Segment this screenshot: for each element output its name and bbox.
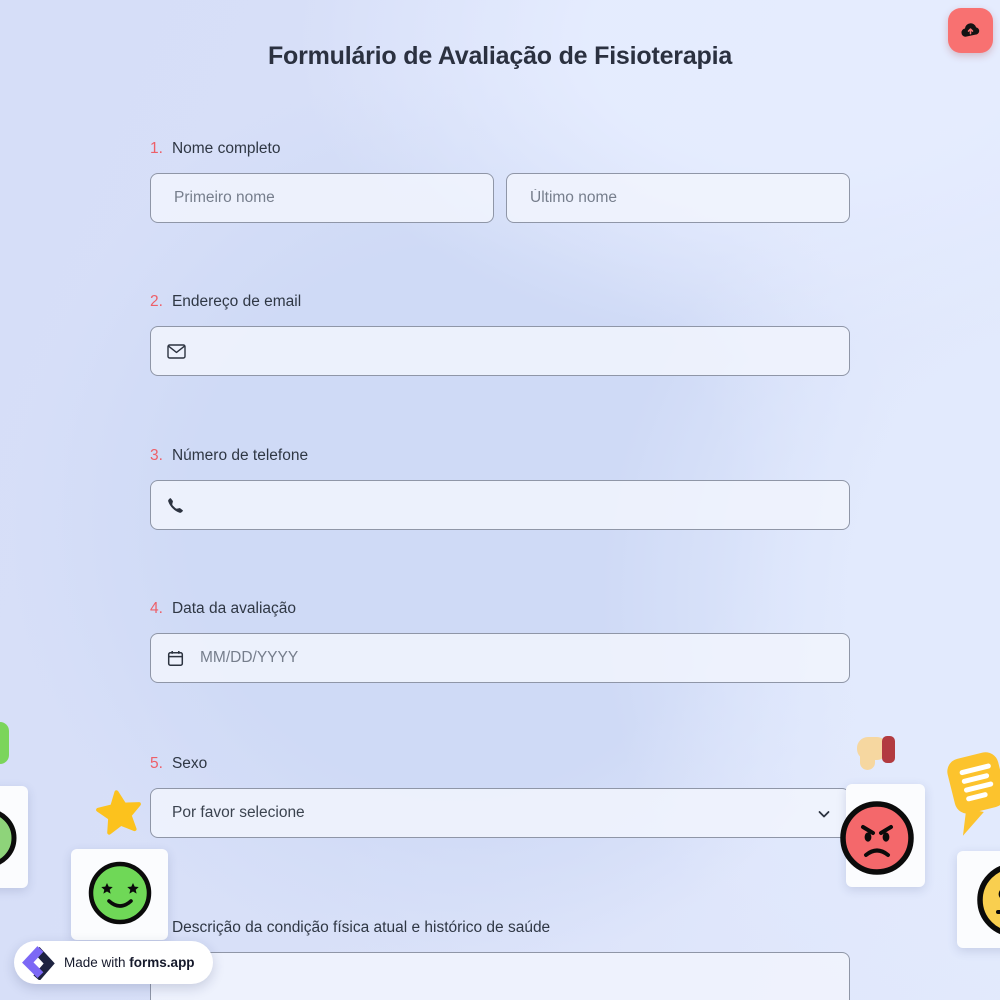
question-label — [150, 139, 850, 158]
question-descricao — [150, 918, 850, 1000]
date-field[interactable] — [150, 633, 850, 683]
neutral-face-icon — [970, 860, 1000, 947]
question-label-text: Nome completo — [171, 140, 281, 157]
green-face-cutoff-icon — [0, 786, 28, 888]
last-name-input[interactable] — [528, 174, 833, 222]
green-smiley-star-eyes-icon — [85, 860, 155, 930]
emoji-card-smiley — [71, 849, 168, 940]
description-textarea[interactable] — [150, 952, 850, 1000]
envelope-icon — [167, 344, 186, 359]
date-input[interactable] — [198, 634, 833, 682]
last-name-field[interactable] — [506, 173, 850, 223]
sexo-select[interactable] — [150, 788, 850, 838]
question-number: 4. — [150, 600, 163, 617]
question-label-text: Data da avaliação — [171, 600, 297, 617]
speech-bubble-icon — [935, 741, 1000, 853]
question-nome-completo — [150, 139, 850, 223]
phone-icon — [167, 497, 184, 514]
question-label-text: Número de telefone — [171, 447, 309, 464]
star-icon — [90, 786, 149, 850]
question-label — [150, 446, 850, 465]
question-telefone — [150, 446, 850, 530]
angry-face-icon — [837, 799, 917, 884]
brand-label: forms.app — [129, 955, 195, 970]
phone-input[interactable] — [198, 481, 833, 529]
question-sexo — [150, 754, 850, 838]
thumbs-down-icon — [855, 734, 899, 779]
calendar-icon — [167, 650, 184, 667]
green-shape-cutoff — [0, 722, 9, 764]
question-label-text: Descrição da condição física atual e histórico de saúde — [171, 919, 551, 936]
email-field[interactable] — [150, 326, 850, 376]
forms-app-logo-icon — [21, 945, 56, 980]
question-label — [150, 292, 850, 311]
upload-button[interactable] — [948, 8, 993, 53]
badge-text — [64, 955, 195, 970]
question-label — [150, 918, 850, 937]
made-with-forms-app-badge[interactable] — [14, 941, 213, 984]
made-with-label: Made with — [64, 955, 126, 970]
question-data-avaliacao — [150, 599, 850, 683]
chevron-down-icon — [816, 806, 832, 827]
question-label — [150, 754, 850, 773]
question-email — [150, 292, 850, 376]
emoji-card-left-cutoff — [0, 786, 28, 888]
first-name-input[interactable] — [172, 174, 477, 222]
question-number: 2. — [150, 293, 163, 310]
question-label-text: Endereço de email — [171, 293, 302, 310]
question-label-text: Sexo — [171, 755, 208, 772]
page-title: Formulário de Avaliação de Fisioterapia — [267, 42, 733, 70]
select-selected-value: Por favor selecione — [172, 804, 305, 821]
question-number: 3. — [150, 447, 163, 464]
phone-field[interactable] — [150, 480, 850, 530]
email-input[interactable] — [200, 327, 833, 375]
first-name-field[interactable] — [150, 173, 494, 223]
cloud-upload-icon — [959, 19, 982, 42]
question-number: 5. — [150, 755, 163, 772]
question-number: 1. — [150, 140, 163, 157]
question-label — [150, 599, 850, 618]
name-fields-row — [150, 173, 850, 223]
